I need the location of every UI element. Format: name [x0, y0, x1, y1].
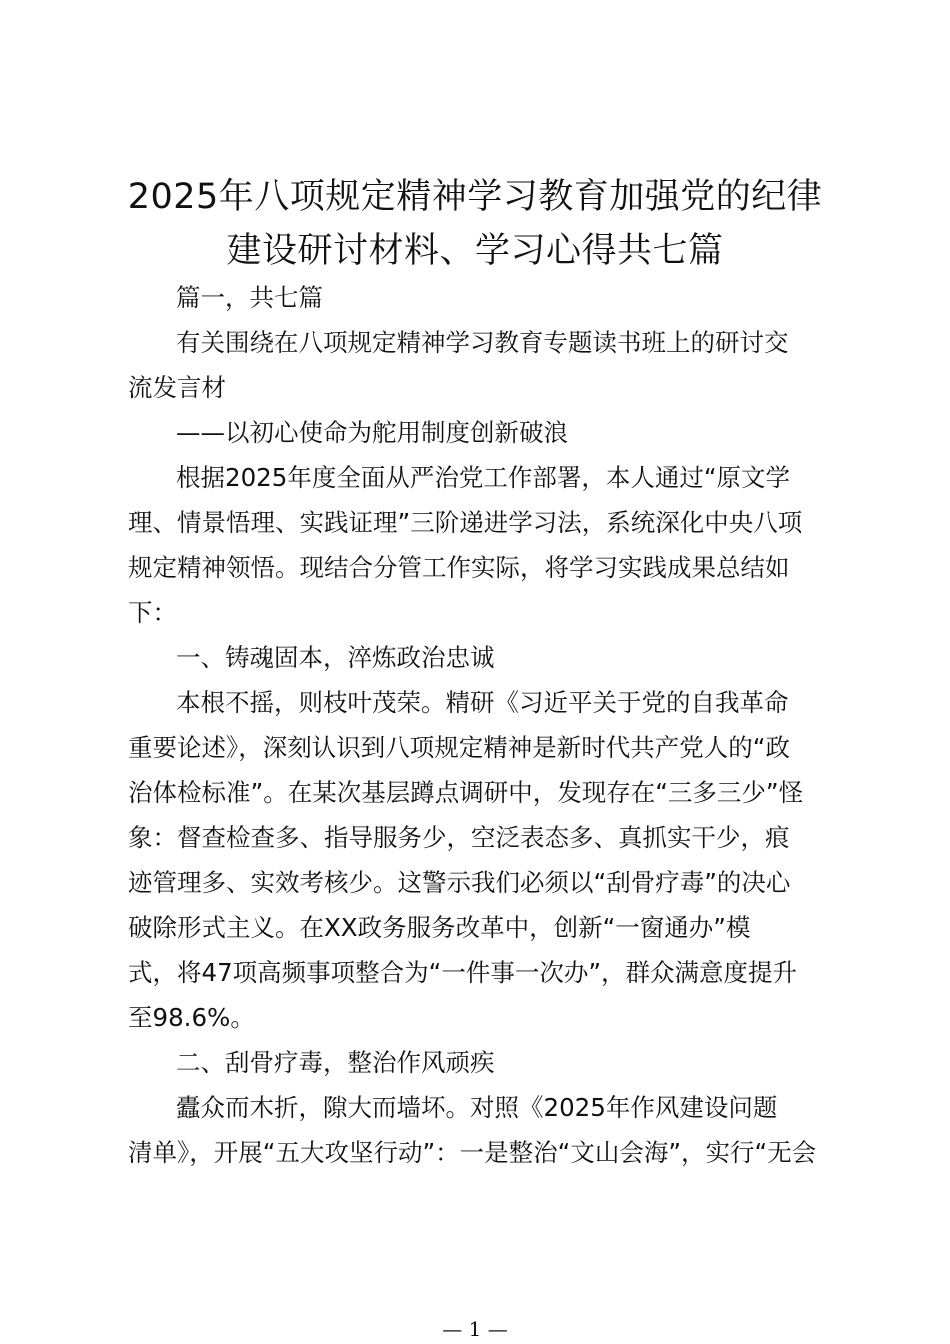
body-line: 象：督查检查多、指导服务少，空泛表态多、真抓实干少，痕: [128, 823, 790, 852]
article-subtitle: ——以初心使命为舵用制度创新破浪: [176, 418, 568, 447]
body-line: 重要论述》，深刻认识到八项规定精神是新时代共产党人的“政: [128, 733, 790, 762]
body-line: 蠹众而木折，隙大而墙坏。对照《2025年作风建设问题: [176, 1093, 778, 1122]
page-number: — 1 —: [442, 1317, 508, 1341]
section-heading-1: 一、铸魂固本，淬炼政治忠诚: [176, 643, 495, 672]
body-line: 至98.6%。: [128, 1003, 255, 1032]
body-line: 式，将47项高频事项整合为“一件事一次办”，群众满意度提升: [128, 958, 798, 987]
document-title-line-1: 2025年八项规定精神学习教育加强党的纪律: [127, 177, 823, 217]
article-title-line-2: 流发言材: [128, 373, 226, 402]
body-line: 破除形式主义。在XX政务服务改革中，创新“一窗通办”模: [128, 913, 751, 942]
body-line: 根据2025年度全面从严治党工作部署，本人通过“原文学: [176, 463, 791, 492]
document-title-line-2: 建设研讨材料、学习心得共七篇: [226, 231, 724, 271]
section-heading-2: 二、刮骨疗毒，整治作风顽疾: [176, 1048, 495, 1077]
article-title-line-1: 有关围绕在八项规定精神学习教育专题读书班上的研讨交: [176, 328, 789, 357]
body-line: 理、情景悟理、实践证理”三阶递进学习法，系统深化中央八项: [128, 508, 803, 537]
body-line: 下：: [128, 598, 177, 627]
body-line: 本根不摇，则枝叶茂荣。精研《习近平关于党的自我革命: [176, 688, 789, 717]
section-label: 篇一，共七篇: [176, 283, 323, 312]
body-line: 迹管理多、实效考核少。这警示我们必须以“刮骨疗毒”的决心: [128, 868, 791, 897]
body-line: 治体检标准”。在某次基层蹲点调研中，发现存在“三多三少”怪: [128, 778, 804, 807]
body-line: 清单》，开展“五大攻坚行动”：一是整治“文山会海”，实行“无会: [128, 1138, 817, 1167]
body-line: 规定精神领悟。现结合分管工作实际，将学习实践成果总结如: [128, 553, 790, 582]
